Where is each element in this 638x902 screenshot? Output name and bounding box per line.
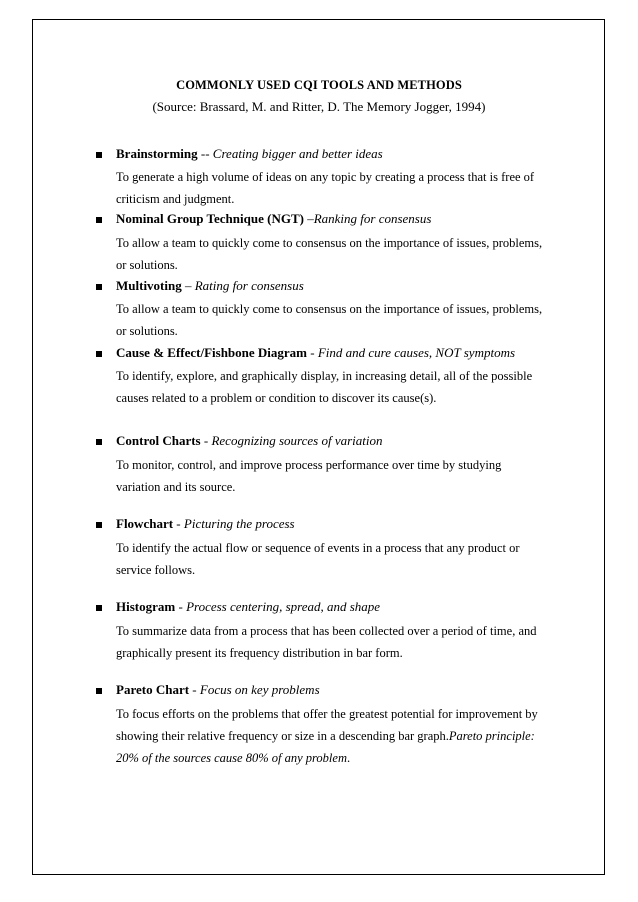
item-separator: - <box>173 516 184 531</box>
item-tagline: Creating bigger and better ideas <box>212 146 383 161</box>
item-description <box>116 365 554 409</box>
item-tagline: Rating for consensus <box>194 278 304 293</box>
description-line: or solutions. <box>116 324 178 338</box>
square-bullet-icon <box>96 152 102 158</box>
item-description <box>116 620 554 664</box>
document-title: COMMONLY USED CQI TOOLS AND METHODS <box>176 78 462 92</box>
item-heading <box>116 433 383 449</box>
description-line: To focus efforts on the problems that offer the greatest potential for improvement by <box>116 707 538 721</box>
description-line: To identify the actual flow or sequence of events in a process that any product or <box>116 541 520 555</box>
description-line: To allow a team to quickly come to consensus on the importance of issues, problems, <box>116 236 543 250</box>
item-name: Flowchart <box>116 516 174 531</box>
item-tagline: Process centering, spread, and shape <box>186 599 381 614</box>
item-tagline: Recognizing sources of variation <box>211 433 383 448</box>
item-tagline: Find and cure causes, NOT symptoms <box>317 345 516 360</box>
item-description <box>116 232 554 276</box>
square-bullet-icon <box>96 522 102 528</box>
description-line: criticism and judgment. <box>116 192 235 206</box>
item-name: Pareto Chart <box>116 682 190 697</box>
item-tagline: Focus on key problems <box>199 682 320 697</box>
item-description <box>116 703 554 769</box>
document-source: (Source: Brassard, M. and Ritter, D. The Memory Jogger, 1994) <box>152 99 486 114</box>
item-heading <box>116 278 304 294</box>
description-line: To summarize data from a process that has been collected over a period of time, and <box>116 624 537 638</box>
item-name: Histogram <box>116 599 176 614</box>
item-separator: -- <box>197 146 213 161</box>
square-bullet-icon <box>96 351 102 357</box>
description-line: To allow a team to quickly come to consensus on the importance of issues, problems, <box>116 302 543 316</box>
end-mark: . <box>346 751 351 765</box>
description-line: variation and its source. <box>116 480 236 494</box>
item-heading <box>116 146 383 162</box>
item-heading <box>116 599 380 615</box>
item-separator: - <box>175 599 187 614</box>
square-bullet-icon <box>96 688 102 694</box>
description-line: service follows. <box>116 563 196 577</box>
description-line: graphically present its frequency distribution in bar form. <box>116 646 403 660</box>
item-heading <box>116 682 320 698</box>
description-line <box>116 747 554 769</box>
item-description <box>116 537 554 581</box>
item-name: Brainstorming <box>116 146 198 161</box>
item-description <box>116 166 554 210</box>
description-text: showing their relative frequency or size in a descending bar graph. <box>116 729 449 743</box>
description-line: To identify, explore, and graphically display, in increasing detail, all of the possible <box>116 369 533 383</box>
description-line: To monitor, control, and improve process performance over time by studying <box>116 458 502 472</box>
square-bullet-icon <box>96 439 102 445</box>
square-bullet-icon <box>96 217 102 223</box>
item-description <box>116 454 554 498</box>
description-line: or solutions. <box>116 258 178 272</box>
description-line: causes related to a problem or condition to discover its cause(s). <box>116 391 437 405</box>
item-name: Cause & Effect/Fishbone Diagram <box>116 345 308 360</box>
item-description <box>116 298 554 342</box>
item-tagline: Ranking for consensus <box>313 211 432 226</box>
description-line <box>116 725 554 747</box>
item-name: Multivoting <box>116 278 182 293</box>
item-separator: – <box>303 211 314 226</box>
square-bullet-icon <box>96 605 102 611</box>
description-line: To generate a high volume of ideas on any topic by creating a process that is free of <box>116 170 535 184</box>
item-separator: - <box>189 682 200 697</box>
item-heading <box>116 516 295 532</box>
item-heading <box>116 345 515 361</box>
item-name: Nominal Group Technique (NGT) <box>116 211 304 226</box>
item-name: Control Charts <box>116 433 201 448</box>
item-tagline: Picturing the process <box>183 516 295 531</box>
item-separator: - <box>307 345 318 360</box>
item-heading <box>116 211 431 227</box>
pareto-principle-text: 20% of the sources cause 80% of any problem <box>116 751 347 765</box>
square-bullet-icon <box>96 284 102 290</box>
item-separator: – <box>181 278 195 293</box>
pareto-principle-label: Pareto principle: <box>448 729 535 743</box>
item-separator: - <box>200 433 212 448</box>
